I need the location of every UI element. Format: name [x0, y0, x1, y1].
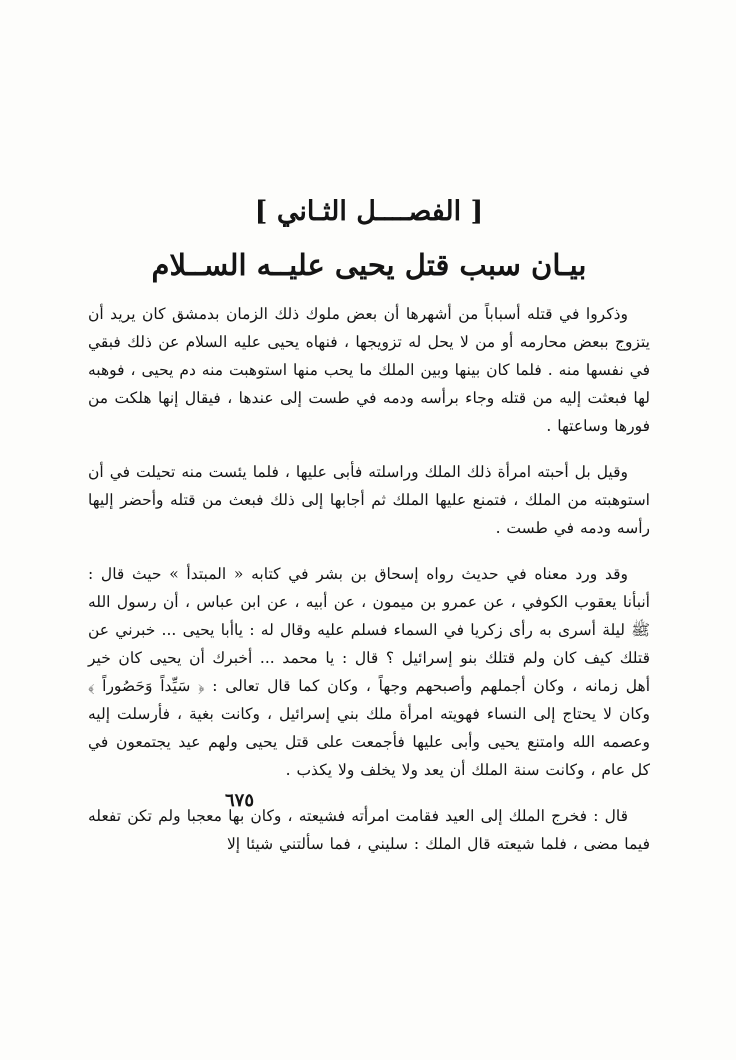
paragraph-2: وقيل بل أحبته امرأة ذلك الملك وراسلته فأبى عليها ، فلما يئست منه تحيلت في أن استوهبته من الملك ، فتمنع عليها الملك ثم أجابها إلى ذلك فبعث من قتله وأحضر إليها رأسه ودمه في طست .	[88, 463, 650, 537]
paragraph-3: وقد ورد معناه في حديث رواه إسحاق بن بشر في كتابه « المبتدأ » حيث قال : أنبأنا يعقوب الكوفي ، عن عمرو بن ميمون ، عن أبيه ، عن ابن عباس ، أن رسول الله ﷺ ليلة أسرى به رأى زكريا في السماء فسلم عليه وقال له : ياأبا يحيى ... خبرني عن قتلك كيف كان ولم قتلك بنو إسرائيل ؟ قال : يا محمد ... أخبرك أن يحيى كان خير أهل زمانه ، وكان أجملهم وأصبحهم وجهاً ، وكان كما قال تعالى : ﴿ سَيِّداً وَحَصُوراً ﴾ وكان لا يحتاج إلى النساء فهويته امرأة ملك بني إسرائيل ، وكانت بغية ، فأرسلت إليه وعصمه الله وامتنع يحيى وأبى عليها فأجمعت على قتل يحيى ولهم عيد يجتمعون في كل عام ، وكانت سنة الملك أن يعد ولا يخلف ولا يكذب .	[88, 565, 650, 779]
section-title: بيـان سبب قتل يحيى عليــه الســلام	[151, 248, 587, 282]
page-number: ٦٧٥	[224, 790, 254, 811]
paragraph-1: وذكروا في قتله أسباباً من أشهرها أن بعض ملوك ذلك الزمان بدمشق كان يريد أن يتزوج ببعض محارمه أو من لا يحل له تزويجها ، فنهاه يحيى عليه السلام عن ذلك فبقي في نفسها منه . فلما كان بينها وبين الملك ما يحب منها استوهبت منه دم يحيى ، فوهبه لها فبعثت إليه من قتله وجاء برأسه ودمه في طست إلى عندها ، فيقال إنها هلكت من فورها وساعتها .	[88, 305, 650, 435]
book-page	[88, 192, 650, 992]
chapter-title: [ الفصــــل الثـاني ]	[254, 196, 484, 227]
paragraph-4: قال : فخرج الملك إلى العيد فقامت امرأته فشيعته ، وكان بها معجبا ولم تكن تفعله فيما مضى ، فلما شيعته قال الملك : سليني ، فما سألتني شيئا إلا	[88, 807, 650, 853]
